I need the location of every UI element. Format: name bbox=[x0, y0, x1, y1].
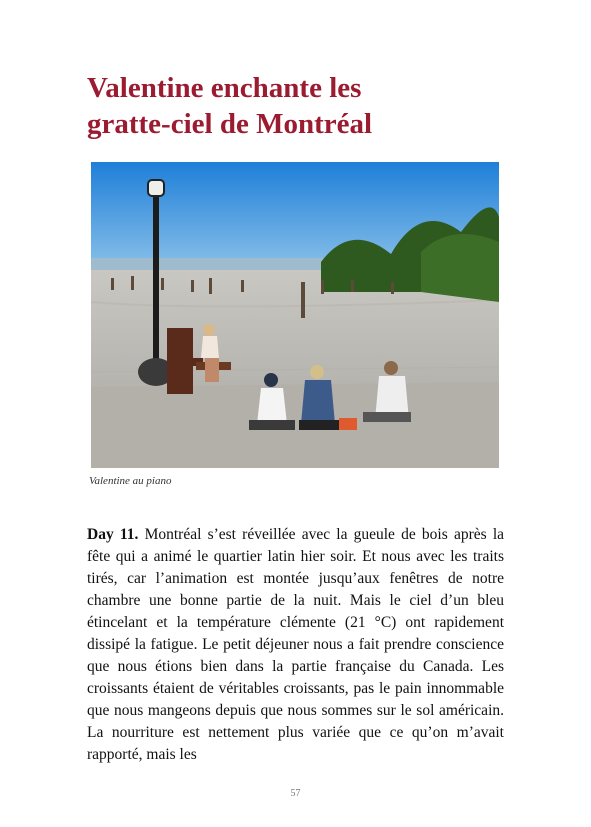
body-paragraph bbox=[87, 524, 504, 766]
chapter-title-line-2: gratte-ciel de Montréal bbox=[87, 108, 373, 140]
photo-caption: Valentine au piano bbox=[89, 475, 172, 487]
page-number: 57 bbox=[290, 788, 301, 799]
day-label: Day 11. bbox=[87, 526, 139, 543]
photo-valentine-piano bbox=[91, 162, 499, 468]
chapter-title bbox=[87, 70, 527, 142]
paragraph-text: Montréal s’est réveillée avec la gueule de bois après la fête qui a animé le quartier latin hier soir. Et nous avec les traits tirés, car l’animation est montée jusqu’aux fenêtres de notre chambre une bonne partie de la nuit. Mais le ciel d’un bleu étincelant et la température clémente (21 °C) ont rapidement dissipé la fatigue. Le petit déjeuner nous a fait prendre conscience que nous étions bien dans la partie française du Canada. Les croissants étaient de véritables croissants, pas le pain innommable que nous mangeons depuis que nous sommes sur le sol américain. La nourriture est nettement plus variée que ce qu’on m’avait rapporté, mais les bbox=[87, 526, 505, 763]
chapter-title-line-1: Valentine enchante les bbox=[87, 72, 362, 104]
